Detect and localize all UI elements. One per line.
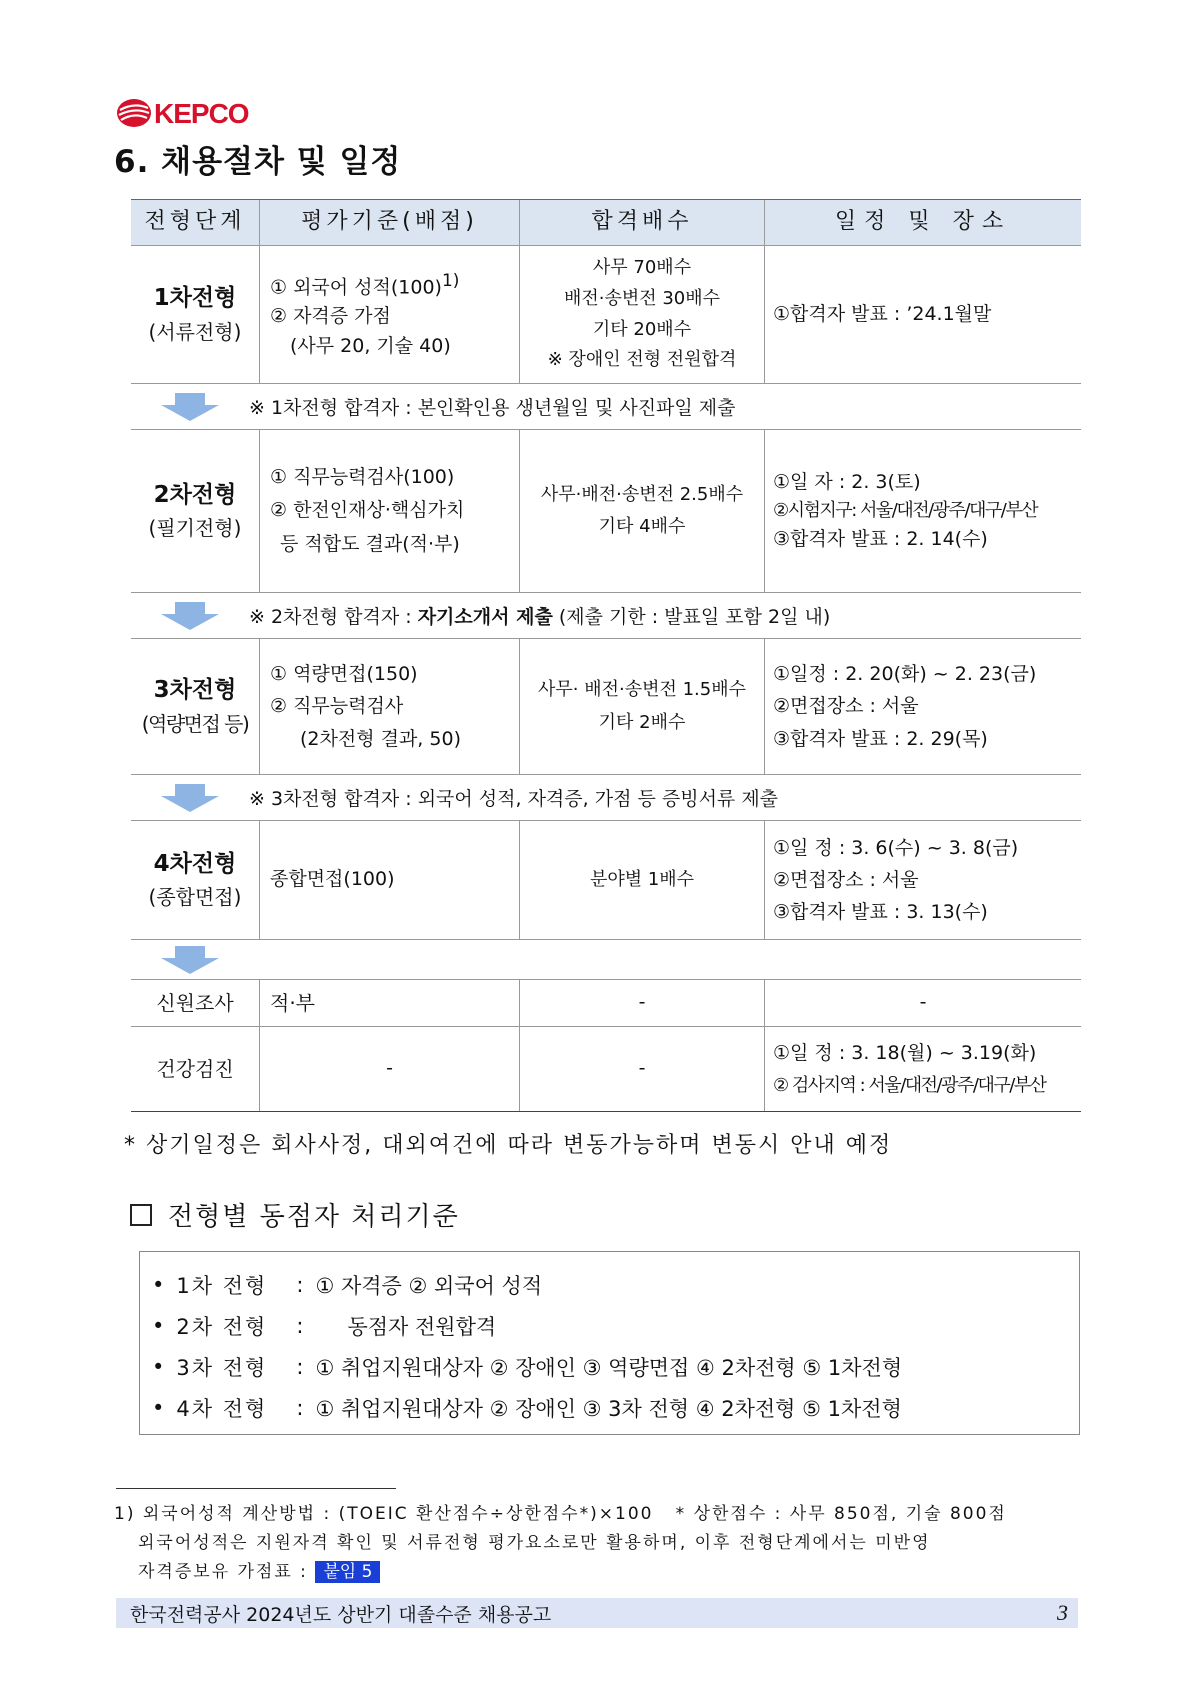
checkbox-icon: [130, 1204, 152, 1226]
header-stage: 전형단계: [144, 209, 246, 235]
stage3-criteria-2: ② 직무능력검사: [270, 695, 404, 718]
health-name: 건강검진: [156, 1056, 234, 1081]
note-row-3: [131, 775, 1081, 820]
stage2-criteria-2: ② 한전인재상·핵심가치: [270, 499, 465, 522]
health-schedule-2: ② 검사지역 : 서울/대전/광주/대구/부산: [773, 1074, 1046, 1096]
stage2-schedule-3: ③합격자 발표 : 2. 14(수): [773, 527, 988, 550]
table-row-health: [131, 1027, 1081, 1111]
stage1-criteria-1: ① 외국어 성적$(100)^{1)}$: [270, 270, 460, 298]
stage1-multiple-4: ※ 장애인 전형 전원합격: [547, 349, 737, 371]
kepco-logo: [116, 98, 276, 132]
stage2-criteria-3: 등 적합도 결과(적·부): [280, 532, 460, 555]
stage4-multiple-1: 분야별 1배수: [589, 869, 695, 891]
down-arrow-icon: [161, 393, 219, 421]
stage1-sub: (서류전형): [148, 319, 242, 344]
note-row-2: [131, 593, 1081, 638]
footnote-3: 자격증보유 가점표 : 붙임 5: [138, 1557, 380, 1582]
list-item: • 4차 전형 : ① 취업지원대상자 ② 장애인 ③ 3차 전형 ④ 2차전형 ⑤ 1차전형: [152, 1395, 902, 1421]
stage1-multiple-2: 배전·송변전 30배수: [563, 287, 721, 309]
stage3-multiple-1: 사무· 배전·송변전 1.5배수: [537, 679, 746, 701]
note-2: ※ 2차전형 합격자 : 자기소개서 제출 (제출 기한 : 발표일 포함 2일 내): [249, 606, 831, 628]
footnote-1: 1) 외국어성적 계산방법 : (TOEIC 환산점수÷상한점수*)×100 * 상한점수 : 사무 850점, 기술 800점: [114, 1504, 1007, 1524]
note-row-1: [131, 384, 1081, 429]
background-name: 신원조사: [156, 990, 234, 1015]
stage2-schedule-2: ②시험지구: 서울/대전/광주/대구/부산: [773, 500, 1038, 522]
stage3-schedule-2: ②면접장소 : 서울: [773, 695, 919, 718]
stage3-sub: (역량면접 등): [141, 711, 249, 736]
stage2-multiple-2: 기타 4배수: [598, 516, 686, 537]
header-criteria: 평가기준(배점): [259, 200, 519, 245]
background-schedule: -: [764, 980, 1081, 1026]
table-row-background: [131, 980, 1081, 1026]
note-3: ※ 3차전형 합격자 : 외국어 성적, 자격증, 가점 등 증빙서류 제출: [249, 788, 779, 810]
table-row-stage3: [131, 639, 1081, 774]
stage4-name: 4차전형: [153, 850, 237, 877]
schedule-change-note: * 상기일정은 회사사정, 대외여건에 따라 변동가능하며 변동시 안내 예정: [124, 1133, 893, 1158]
stage4-sub: (종합면접): [148, 885, 242, 910]
stage1-name: 1차전형: [153, 285, 237, 312]
list-item: • 1차 전형 : ① 자격증 ② 외국어 성적: [152, 1272, 543, 1298]
header-multiple: 합격배수: [519, 200, 764, 245]
table-header-row: [131, 200, 1081, 245]
logo-emblem-icon: [116, 98, 152, 128]
stage1-schedule-1: ①합격자 발표 : ’24.1월말: [773, 302, 992, 325]
page-number: 3: [1057, 1600, 1068, 1625]
stage1-criteria-2: ② 자격증 가점: [270, 305, 391, 328]
stage3-schedule-3: ③합격자 발표 : 2. 29(목): [773, 727, 988, 750]
stage2-sub: (필기전형): [148, 516, 242, 541]
health-schedule-1: ①일 정 : 3. 18(월) ~ 3.19(화): [773, 1041, 1037, 1064]
stage4-schedule-2: ②면접장소 : 서울: [773, 868, 919, 891]
table-row-stage2: [131, 430, 1081, 592]
stage4-schedule-3: ③합격자 발표 : 3. 13(수): [773, 901, 988, 924]
stage1-multiple-3: 기타 20배수: [592, 318, 692, 340]
down-arrow-icon: [161, 784, 219, 812]
background-multiple: -: [519, 980, 764, 1026]
stage2-criteria-1: ① 직무능력검사(100): [270, 466, 455, 489]
footnote-2: 외국어성적은 지원자격 확인 및 서류전형 평가요소로만 활용하며, 이후 전형단계에서는 미반영: [138, 1533, 931, 1553]
stage3-multiple-2: 기타 2배수: [598, 711, 686, 733]
down-arrow-icon: [161, 946, 219, 974]
footnote-divider: [116, 1488, 396, 1489]
tie-section-title: 전형별 동점자 처리기준: [130, 1196, 460, 1233]
stage1-multiple-1: 사무 70배수: [592, 257, 692, 279]
health-criteria: -: [259, 1027, 519, 1111]
stage3-criteria-3: (2차전형 결과, 50): [300, 727, 461, 750]
stage4-schedule-1: ①일 정 : 3. 6(수) ~ 3. 8(금): [773, 836, 1019, 859]
arrow-row: [131, 940, 1081, 979]
stage2-schedule-1: ①일 자 : 2. 3(토): [773, 470, 921, 493]
stage1-criteria-3: (사무 20, 기술 40): [290, 334, 451, 357]
section-title: 6. 채용절차 및 일정: [114, 144, 402, 180]
page-footer: [116, 1598, 1078, 1628]
table-row-stage1: [131, 246, 1081, 383]
footer-title: 한국전력공사 2024년도 상반기 대졸수준 채용공고: [130, 1603, 552, 1626]
background-criteria: 적·부: [259, 980, 519, 1026]
down-arrow-icon: [161, 602, 219, 630]
header-schedule: 일정 및 장소: [764, 200, 1081, 245]
stage2-name: 2차전형: [153, 481, 237, 508]
stage4-criteria-1: 종합면접(100): [270, 868, 395, 891]
tie-rules-box: [139, 1251, 1080, 1435]
list-item: • 2차 전형 : 동점자 전원합격: [152, 1313, 497, 1339]
list-item: • 3차 전형 : ① 취업지원대상자 ② 장애인 ③ 역량면접 ④ 2차전형 ⑤ 1차전형: [152, 1354, 903, 1380]
attachment-badge: 붙임 5: [315, 1561, 380, 1583]
stage3-name: 3차전형: [153, 677, 237, 704]
stage3-criteria-1: ① 역량면접(150): [270, 663, 418, 686]
stage2-multiple-1: 사무·배전·송변전 2.5배수: [540, 483, 744, 505]
logo-text: KEPCO: [154, 98, 249, 129]
health-multiple: -: [519, 1027, 764, 1111]
table-row-stage4: [131, 821, 1081, 939]
note-1: ※ 1차전형 합격자 : 본인확인용 생년월일 및 사진파일 제출: [249, 397, 736, 419]
stage3-schedule-1: ①일정 : 2. 20(화) ~ 2. 23(금): [773, 663, 1037, 686]
